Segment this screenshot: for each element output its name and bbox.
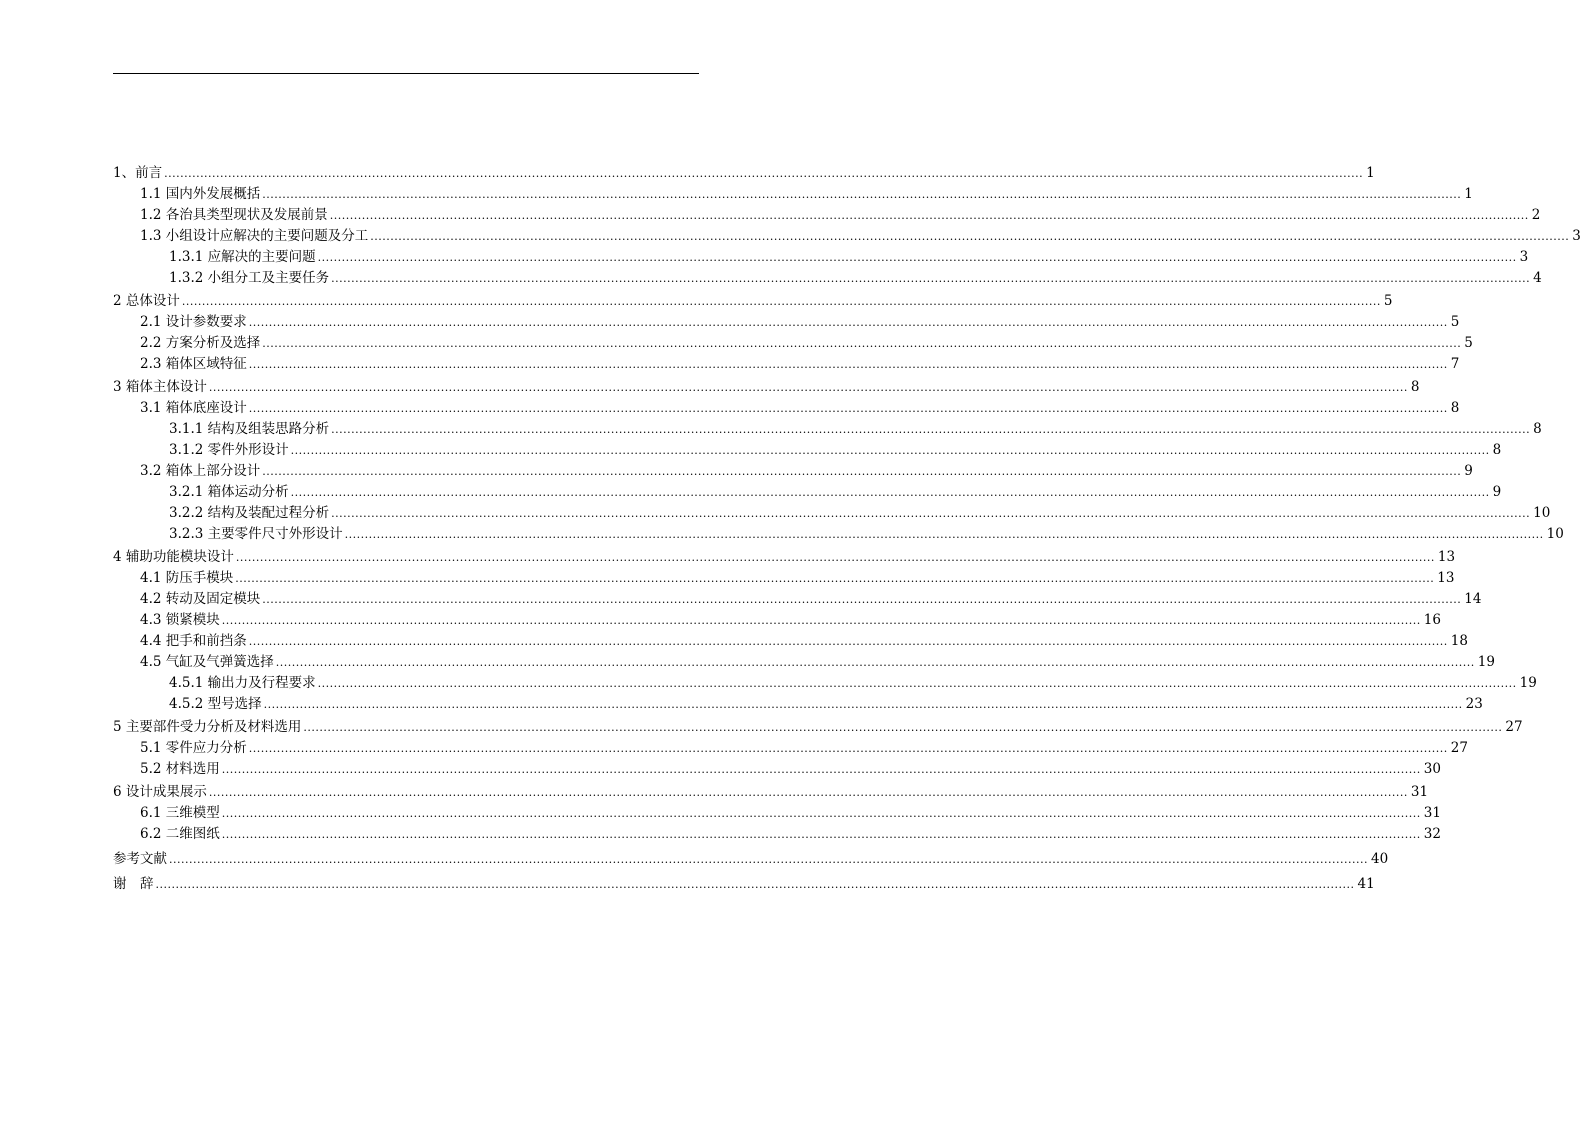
toc-entry-title: 4 辅助功能模块设计: [113, 549, 234, 565]
toc-entry-page-number: 13: [1437, 570, 1455, 586]
dot-leader: ............................................................................................................................................................................................................................................................................................................: [208, 381, 1408, 394]
toc-entry-page-number: 31: [1423, 805, 1441, 821]
toc-entry-page-number: 1: [1366, 165, 1375, 181]
toc-entry[interactable]: [169, 440, 1502, 461]
toc-entry-title: 3.1 箱体底座设计: [140, 400, 247, 416]
toc-entry-page-number: 9: [1492, 484, 1502, 500]
toc-entry-page-number: 27: [1450, 740, 1468, 756]
header-rule: [113, 73, 699, 74]
dot-leader: ............................................................................................................................................................................................................................................................................................................: [208, 786, 1408, 799]
toc-entry-page-number: 7: [1450, 356, 1460, 372]
toc-entry-page-number: 30: [1423, 761, 1441, 777]
toc-entry-title: 6 设计成果展示: [113, 784, 207, 800]
toc-entry[interactable]: [140, 568, 1455, 589]
toc-entry[interactable]: [113, 163, 1375, 184]
toc-entry-title: 4.2 转动及固定模块: [140, 591, 261, 607]
dot-leader: ............................................................................................................................................................................................................................................................................................................: [221, 614, 1421, 627]
toc-entry[interactable]: [113, 547, 1456, 568]
toc-entry-title: 4.4 把手和前挡条: [140, 633, 247, 649]
toc-entry[interactable]: [140, 631, 1468, 652]
toc-entry-title: 1.1 国内外发展概括: [140, 186, 261, 202]
dot-leader: ............................................................................................................................................................................................................................................................................................................: [221, 828, 1421, 841]
toc-entry[interactable]: [113, 717, 1523, 738]
toc-entry-title: 3.2.2 结构及装配过程分析: [169, 505, 330, 521]
dot-leader: ............................................................................................................................................................................................................................................................................................................: [303, 721, 1503, 734]
toc-entry-page-number: 41: [1357, 876, 1375, 892]
toc-entry-title: 6.2 二维图纸: [140, 826, 220, 842]
toc-entry-title: 4.5.1 输出力及行程要求: [169, 675, 316, 691]
toc-entry-page-number: 16: [1423, 612, 1441, 628]
toc-entry-title: 谢 辞: [113, 876, 154, 892]
toc-entry-title: 5 主要部件受力分析及材料选用: [113, 719, 302, 735]
toc-entry-title: 4.5.2 型号选择: [169, 696, 262, 712]
toc-entry[interactable]: [113, 291, 1393, 312]
toc-entry-page-number: 4: [1533, 270, 1542, 286]
toc-entry-title: 2.3 箱体区域特征: [140, 356, 247, 372]
toc-entry-page-number: 27: [1505, 719, 1523, 735]
toc-entry-page-number: 8: [1450, 400, 1460, 416]
toc-entry[interactable]: [140, 759, 1441, 780]
dot-leader: ............................................................................................................................................................................................................................................................................................................: [331, 507, 1531, 520]
toc-entry-page-number: 1: [1464, 186, 1473, 202]
toc-entry-title: 3.1.2 零件外形设计: [169, 442, 289, 458]
dot-leader: ............................................................................................................................................................................................................................................................................................................: [370, 230, 1570, 243]
toc-entry-title: 5.1 零件应力分析: [140, 740, 247, 756]
toc-entry[interactable]: [169, 419, 1542, 440]
toc-entry-page-number: 14: [1464, 591, 1482, 607]
toc-entry-title: 4.5 气缸及气弹簧选择: [140, 654, 274, 670]
dot-leader: ............................................................................................................................................................................................................................................................................................................: [155, 878, 1355, 891]
dot-leader: ............................................................................................................................................................................................................................................................................................................: [329, 209, 1529, 222]
toc-entry-page-number: 9: [1464, 463, 1473, 479]
toc-entry-title: 1.3.1 应解决的主要问题: [169, 249, 316, 265]
toc-entry-page-number: 10: [1533, 505, 1551, 521]
dot-leader: ............................................................................................................................................................................................................................................................................................................: [262, 188, 1462, 201]
toc-entry-title: 参考文献: [113, 851, 167, 867]
toc-entry-page-number: 5: [1450, 314, 1460, 330]
toc-entry[interactable]: [169, 268, 1542, 289]
dot-leader: ............................................................................................................................................................................................................................................................................................................: [262, 337, 1462, 350]
toc-entry-page-number: 8: [1410, 379, 1420, 395]
dot-leader: ............................................................................................................................................................................................................................................................................................................: [344, 528, 1544, 541]
toc-entry-title: 4.1 防压手模块: [140, 570, 234, 586]
toc-entry[interactable]: [169, 247, 1529, 268]
toc-entry-page-number: 19: [1519, 675, 1537, 691]
toc-entry-page-number: 23: [1465, 696, 1483, 712]
toc-entry[interactable]: [169, 673, 1537, 694]
dot-leader: ............................................................................................................................................................................................................................................................................................................: [317, 677, 1517, 690]
toc-entry-page-number: 19: [1477, 654, 1495, 670]
dot-leader: ............................................................................................................................................................................................................................................................................................................: [221, 807, 1421, 820]
dot-leader: ............................................................................................................................................................................................................................................................................................................: [290, 444, 1490, 457]
dot-leader: ............................................................................................................................................................................................................................................................................................................: [235, 572, 1435, 585]
toc-entry[interactable]: [113, 874, 1375, 895]
toc-entry[interactable]: [169, 503, 1551, 524]
dot-leader: ............................................................................................................................................................................................................................................................................................................: [221, 763, 1421, 776]
toc-entry-title: 3.2.1 箱体运动分析: [169, 484, 289, 500]
toc-entry-page-number: 8: [1533, 421, 1542, 437]
dot-leader: ............................................................................................................................................................................................................................................................................................................: [235, 551, 1435, 564]
dot-leader: ............................................................................................................................................................................................................................................................................................................: [331, 272, 1531, 285]
toc-entry-title: 4.3 锁紧模块: [140, 612, 220, 628]
toc-entry[interactable]: [140, 333, 1473, 354]
dot-leader: ............................................................................................................................................................................................................................................................................................................: [262, 593, 1462, 606]
toc-entry[interactable]: [140, 226, 1581, 247]
toc-entry-page-number: 32: [1423, 826, 1441, 842]
toc-entry-page-number: 3: [1519, 249, 1529, 265]
toc-entry[interactable]: [140, 610, 1441, 631]
toc-entry-title: 2.1 设计参数要求: [140, 314, 247, 330]
toc-entry-title: 1.3 小组设计应解决的主要问题及分工: [140, 228, 369, 244]
toc-entry[interactable]: [140, 312, 1460, 333]
toc-entry-title: 1、前言: [113, 165, 163, 181]
toc-entry[interactable]: [169, 524, 1564, 545]
toc-entry[interactable]: [113, 849, 1389, 870]
toc-entry[interactable]: [140, 205, 1541, 226]
toc-entry[interactable]: [113, 377, 1420, 398]
toc-entry-title: 6.1 三维模型: [140, 805, 220, 821]
dot-leader: ............................................................................................................................................................................................................................................................................................................: [275, 656, 1475, 669]
toc-entry-title: 3.2 箱体上部分设计: [140, 463, 261, 479]
dot-leader: ............................................................................................................................................................................................................................................................................................................: [169, 853, 1368, 866]
toc-entry[interactable]: [140, 738, 1468, 759]
dot-leader: ............................................................................................................................................................................................................................................................................................................: [263, 698, 1463, 711]
dot-leader: ............................................................................................................................................................................................................................................................................................................: [181, 295, 1381, 308]
toc-entry[interactable]: [140, 184, 1473, 205]
dot-leader: ............................................................................................................................................................................................................................................................................................................: [262, 465, 1462, 478]
dot-leader: ............................................................................................................................................................................................................................................................................................................: [164, 167, 1364, 180]
toc-entry-title: 1.2 各治具类型现状及发展前景: [140, 207, 328, 223]
toc-entry-page-number: 31: [1410, 784, 1429, 800]
toc-entry-page-number: 8: [1492, 442, 1502, 458]
toc-entry-page-number: 3: [1572, 228, 1581, 244]
toc-entry-title: 1.3.2 小组分工及主要任务: [169, 270, 330, 286]
toc-entry-page-number: 13: [1437, 549, 1456, 565]
dot-leader: ............................................................................................................................................................................................................................................................................................................: [317, 251, 1517, 264]
toc-entry[interactable]: [140, 652, 1495, 673]
toc-entry[interactable]: [140, 824, 1441, 845]
dot-leader: ............................................................................................................................................................................................................................................................................................................: [331, 423, 1531, 436]
toc-entry[interactable]: [140, 461, 1473, 482]
toc-entry-page-number: 40: [1370, 851, 1389, 867]
toc-entry-title: 2 总体设计: [113, 293, 180, 309]
toc-entry[interactable]: [140, 589, 1482, 610]
toc-entry-page-number: 2: [1531, 207, 1541, 223]
toc-entry[interactable]: [140, 354, 1460, 375]
toc-entry[interactable]: [169, 694, 1483, 715]
toc-entry-title: 3.2.3 主要零件尺寸外形设计: [169, 526, 343, 542]
toc-entry[interactable]: [169, 482, 1502, 503]
toc-entry-title: 3.1.1 结构及组装思路分析: [169, 421, 330, 437]
dot-leader: ............................................................................................................................................................................................................................................................................................................: [248, 402, 1448, 415]
toc-entry-title: 5.2 材料选用: [140, 761, 220, 777]
toc-entry-page-number: 5: [1383, 293, 1393, 309]
toc-entry[interactable]: [140, 803, 1441, 824]
toc-entry-page-number: 5: [1464, 335, 1473, 351]
dot-leader: ............................................................................................................................................................................................................................................................................................................: [290, 486, 1490, 499]
toc-entry[interactable]: [140, 398, 1460, 419]
dot-leader: ............................................................................................................................................................................................................................................................................................................: [248, 358, 1448, 371]
toc-entry-title: 2.2 方案分析及选择: [140, 335, 261, 351]
toc-entry-title: 3 箱体主体设计: [113, 379, 207, 395]
dot-leader: ............................................................................................................................................................................................................................................................................................................: [248, 742, 1448, 755]
toc-entry[interactable]: [113, 782, 1429, 803]
toc-entry-page-number: 10: [1546, 526, 1564, 542]
dot-leader: ............................................................................................................................................................................................................................................................................................................: [248, 316, 1448, 329]
toc-entry-page-number: 18: [1450, 633, 1468, 649]
dot-leader: ............................................................................................................................................................................................................................................................................................................: [248, 635, 1448, 648]
